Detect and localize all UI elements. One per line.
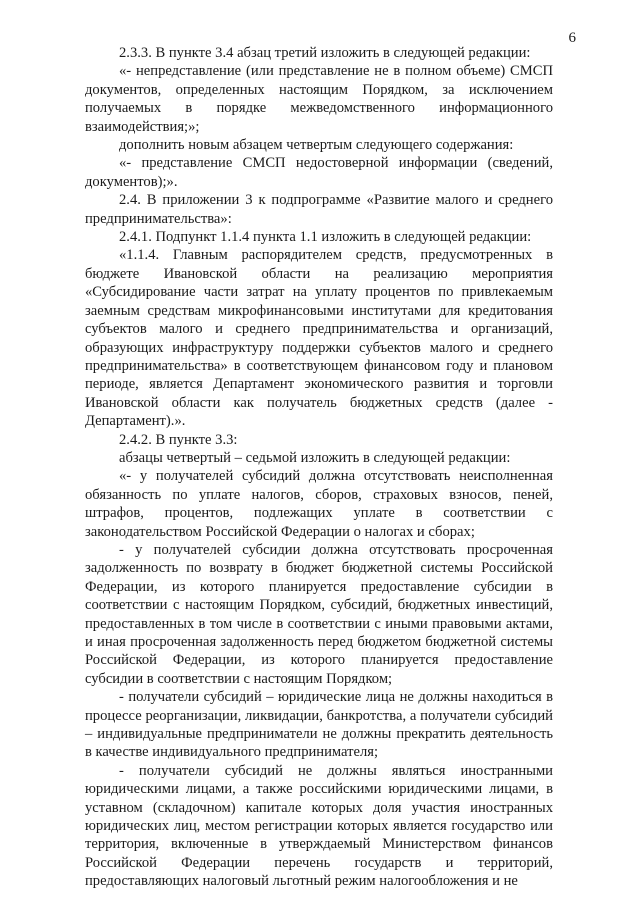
paragraph-quote-false-info: «- представление СМСП недостоверной информации (сведений, документов);». xyxy=(85,155,553,190)
page-number: 6 xyxy=(568,30,576,46)
paragraph-2-4-1: 2.4.1. Подпункт 1.1.4 пункта 1.1 изложить в следующей редакции: xyxy=(119,229,532,246)
paragraph-foreign-entities: - получатели субсидий не должны являться иностранными юридическими лицами, а также российскими юридическими лицами, в уставном (складочном) капитале которых доля участия иностранных юридических лиц, местом регистрации которых является государство или территория, включенные в утверждаемый Министерством финансов Российской Федерации перечень государств и территорий, предоставляющих налоговый льготный режим налогообложения и не xyxy=(85,762,553,890)
paragraph-quote-nonsubmission: «- непредставление (или представление не в полном объеме) СМСП документов, определенных настоящим Порядком, за исключением получаемых в порядке межведомственного информационного взаимодействия;»; xyxy=(85,63,553,135)
paragraph-add-fourth: дополнить новым абзацем четвертым следующего содержания: xyxy=(119,137,514,154)
paragraph-tax-obligation: «- у получателей субсидий должна отсутствовать неисполненная обязанность по уплате налогов, сборов, страховых взносов, пеней, штрафов, процентов, подлежащих уплате в соответствии с законодательством Российской Федерации о налогах и сборах; xyxy=(85,468,553,540)
paragraph-1-1-4: «1.1.4. Главным распорядителем средств, предусмотренных в бюджете Ивановской области на реализацию мероприятия «Субсидирование части затрат на уплату процентов по привлекаемым заемным средствам микрофинансовыми институтами для кредитования субъектов малого и среднего предпринимательства и организаций, образующих инфраструктуру поддержки субъектов малого и среднего предпринимательства» в соответствующем финансовом году и плановом периоде, является Департамент экономического развития и торговли Ивановской области как получатель бюджетных средств (далее - Департамент).». xyxy=(85,247,553,430)
paragraph-paragraphs-4-7: абзацы четвертый – седьмой изложить в следующей редакции: xyxy=(119,449,511,466)
paragraph-reorganization: - получатели субсидий – юридические лица не должны находиться в процессе реорганизации, ликвидации, банкротства, а получатели субсидий – индивидуальные предприниматели не должны прекратить деятельность в качестве индивидуального предпринимателя; xyxy=(85,689,553,761)
paragraph-2-4: 2.4. В приложении 3 к подпрограмме «Развитие малого и среднего предпринимательства»: xyxy=(85,192,553,227)
paragraph-overdue-debt: - у получателей субсидии должна отсутствовать просроченная задолженность по возврату в бюджет бюджетной системы Российской Федерации, из которого планируется предоставление субсидии в соответствии с настоящим Порядком, субсидий, бюджетных инвестиций, предоставленных в том числе в соответствии с иными правовыми актами, и иная просроченная задолженность перед бюджетом бюджетной системы Российской Федерации, из которого планируется предоставление субсидии в соответствии с настоящим Порядком; xyxy=(85,541,553,687)
paragraph-2-4-2: 2.4.2. В пункте 3.3: xyxy=(119,431,238,448)
paragraph-2-3-3: 2.3.3. В пункте 3.4 абзац третий изложить в следующей редакции: xyxy=(119,45,531,61)
document-body xyxy=(85,44,553,891)
